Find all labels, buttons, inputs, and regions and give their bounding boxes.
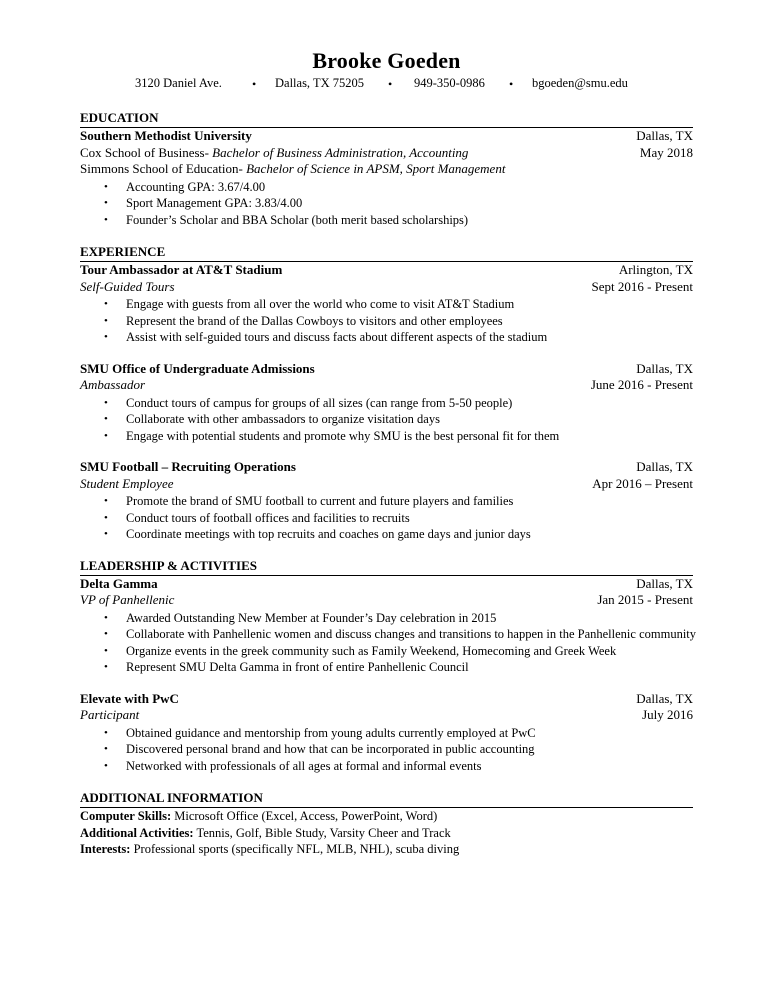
section-heading: EDUCATION xyxy=(80,110,693,128)
list-item: • Engage with guests from all over the world who come to visit AT&T Stadium xyxy=(104,297,515,311)
degree-line xyxy=(80,145,693,162)
list-item: • Awarded Outstanding New Member at Founder’s Day celebration in 2015 xyxy=(104,610,497,625)
resume-page xyxy=(80,0,697,858)
school-line xyxy=(80,128,693,145)
activity-role: VP of Panhellenic xyxy=(80,592,175,607)
bullet-icon: • xyxy=(104,726,108,739)
list-item: • Founder’s Scholar and BBA Scholar (both merit based scholarships) xyxy=(104,212,469,227)
bullet-icon: • xyxy=(104,197,108,209)
leadership-section xyxy=(80,557,697,775)
job-dates: Sept 2016 - Present xyxy=(591,278,693,294)
list-item: • Accounting GPA: 3.67/4.00 xyxy=(104,179,266,194)
activity-title: Delta Gamma xyxy=(80,575,158,591)
job-title: SMU Football – Recruiting Operations xyxy=(80,459,296,474)
interests: Interests: Professional sports (specifically NFL, MLB, NHL), scuba diving xyxy=(80,842,460,856)
job-dates: Apr 2016 – Present xyxy=(592,475,693,491)
job-role: Ambassador xyxy=(80,377,146,392)
school-name: Southern Methodist University xyxy=(80,128,252,143)
degree-1-school: Cox School of Business- xyxy=(80,144,209,160)
bullet-icon: • xyxy=(104,628,108,640)
degree-2-title: Bachelor of Science in APSM, Sport Management xyxy=(246,161,506,176)
bullet-icon: • xyxy=(104,213,108,226)
degree-1 xyxy=(80,145,468,162)
job-dates: June 2016 - Present xyxy=(590,377,693,392)
bullet-icon: • xyxy=(104,298,108,310)
bullet-icon: • xyxy=(104,429,108,442)
list-item: • Obtained guidance and mentorship from young adults currently employed at PwC xyxy=(104,725,536,740)
experience-section xyxy=(80,244,693,543)
job-location: Arlington, TX xyxy=(618,262,693,277)
city: Dallas, TX 75205 xyxy=(275,76,364,90)
degree-2-school: Simmons School of Education- xyxy=(80,161,243,176)
activity-title: Elevate with PwC xyxy=(80,690,179,706)
job-role: Student Employee xyxy=(80,475,174,491)
list-item: • Coordinate meetings with top recruits and coaches on game days and junior days xyxy=(104,527,531,541)
section-heading: EXPERIENCE xyxy=(80,244,693,262)
list-item: • Collaborate with other ambassadors to organize visitation days xyxy=(104,412,440,426)
school-location: Dallas, TX xyxy=(636,128,693,143)
activity-dates: Jan 2015 - Present xyxy=(597,592,693,607)
list-item: • Sport Management GPA: 3.83/4.00 xyxy=(104,196,303,210)
graduation-date: May 2018 xyxy=(639,144,693,160)
job-location: Dallas, TX xyxy=(636,459,693,474)
bullet-icon: • xyxy=(104,661,108,673)
job-entry xyxy=(80,262,693,346)
bullet-icon: • xyxy=(104,743,108,755)
list-item: • Represent SMU Delta Gamma in front of entire Panhellenic Council xyxy=(104,660,469,674)
activity-entry xyxy=(80,691,693,775)
education-bullets xyxy=(80,179,693,229)
activity-role: Participant xyxy=(80,707,140,722)
bullet-icon: • xyxy=(104,644,108,657)
job-title: SMU Office of Undergraduate Admissions xyxy=(80,360,315,376)
list-item: • Engage with potential students and promote why SMU is the best personal fit for them xyxy=(104,428,560,443)
additional-section xyxy=(80,790,693,858)
education-section xyxy=(80,110,693,228)
job-title: Tour Ambassador at AT&T Stadium xyxy=(80,262,283,277)
email-link[interactable]: bgoeden@smu.edu xyxy=(532,76,628,90)
activity-location: Dallas, TX xyxy=(636,690,693,706)
bullet-icon: • xyxy=(104,611,108,624)
degree-2 xyxy=(80,161,693,178)
activity-entry xyxy=(80,575,697,676)
list-item: • Conduct tours of campus for groups of all sizes (can range from 5-50 people) xyxy=(104,395,513,410)
section-heading: ADDITIONAL INFORMATION xyxy=(80,790,693,808)
list-item: • Networked with professionals of all ages at formal and informal events xyxy=(104,758,482,773)
bullet-icon: • xyxy=(104,331,108,343)
bullet-icon: • xyxy=(104,511,108,524)
list-item: • Promote the brand of SMU football to current and future players and families xyxy=(104,494,514,508)
bullet-icon: • xyxy=(104,759,108,772)
job-role: Self-Guided Tours xyxy=(80,278,175,294)
contact-line xyxy=(80,74,693,96)
job-entry xyxy=(80,459,693,543)
list-item: • Discovered personal brand and how that can be incorporated in public accounting xyxy=(104,742,535,756)
degree-1-title: Bachelor of Business Administration, Accounting xyxy=(212,144,469,160)
bullet-icon: • xyxy=(104,413,108,425)
activity-location: Dallas, TX xyxy=(636,575,693,591)
separator-dot-icon: • xyxy=(388,77,393,91)
bullet-icon: • xyxy=(104,495,108,507)
bullet-icon: • xyxy=(104,528,108,540)
separator-dot-icon: • xyxy=(252,77,257,91)
job-entry xyxy=(80,361,693,445)
candidate-name: Brooke Goeden xyxy=(312,48,461,73)
address: 3120 Daniel Ave. xyxy=(135,76,222,90)
list-item: • Conduct tours of football offices and facilities to recruits xyxy=(104,510,410,525)
list-item: • Collaborate with Panhellenic women and discuss changes and transitions to happen in the Panhellenic community xyxy=(104,627,697,641)
bullet-icon: • xyxy=(104,180,108,193)
section-heading: LEADERSHIP & ACTIVITIES xyxy=(80,558,693,576)
computer-skills: Computer Skills: Microsoft Office (Excel, Access, PowerPoint, Word) xyxy=(80,809,438,823)
bullet-icon: • xyxy=(104,314,108,327)
list-item: • Assist with self-guided tours and discuss facts about different aspects of the stadium xyxy=(104,330,548,344)
bullet-icon: • xyxy=(104,396,108,409)
separator-dot-icon: • xyxy=(509,77,514,91)
additional-activities: Additional Activities: Tennis, Golf, Bible Study, Varsity Cheer and Track xyxy=(80,825,451,840)
activity-dates: July 2016 xyxy=(642,707,693,722)
phone: 949-350-0986 xyxy=(414,76,485,90)
list-item: • Organize events in the greek community such as Family Weekend, Homecoming and Greek Week xyxy=(104,643,617,658)
job-location: Dallas, TX xyxy=(636,360,693,376)
list-item: • Represent the brand of the Dallas Cowboys to visitors and other employees xyxy=(104,313,503,328)
